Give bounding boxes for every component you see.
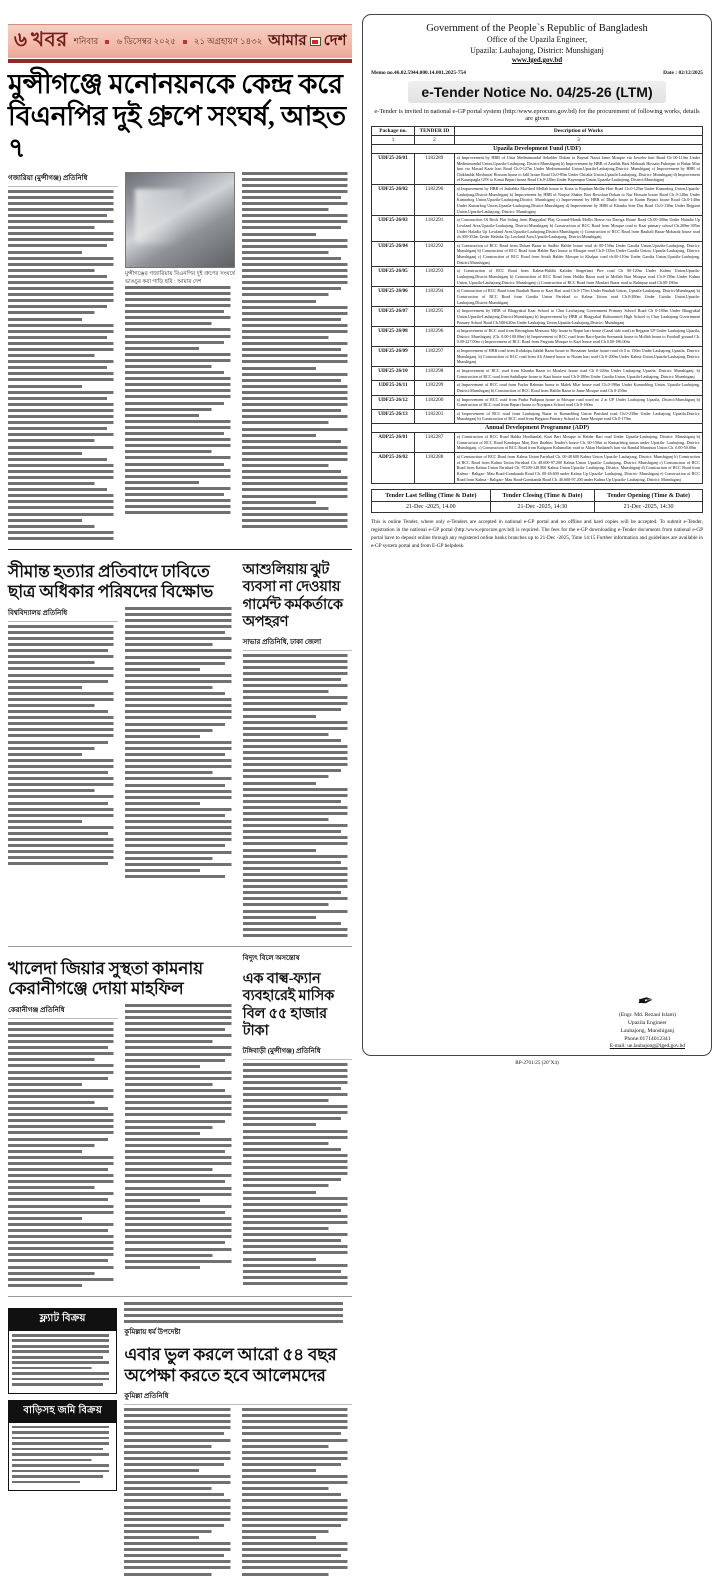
work-description: a) Improvement of RCC road from Purba Paikpara house to Mosque road word no 2 at UP Under Lauhajong Upazila, District:Munshiganj b) Construction of RCC road from Bepari house to Noyapara School road Ch 0-160m (454, 395, 702, 409)
signatory-location: Lauhajong, Munshiganj (620, 1027, 675, 1034)
package-no: UDF25-26/13 (372, 409, 415, 423)
dateline (68, 35, 268, 49)
masthead (8, 24, 352, 58)
section-title-udf: Upazila Development Fund (UDF) (372, 144, 703, 153)
story6-kicker: কুমিল্লায় ধর্ম উপদেষ্টা (124, 1328, 181, 1337)
lged-website-link[interactable]: www.lged.gov.bd (511, 55, 563, 64)
tender-id: 1182297 (415, 347, 455, 367)
tender-id: 1182291 (415, 216, 455, 242)
story4-block (8, 952, 236, 1290)
secondary-stories-row (8, 555, 352, 940)
schedule-header-opening: Tender Opening (Time & Date) (595, 490, 703, 502)
story2-column-1 (8, 607, 118, 881)
tender-id: 1182292 (415, 241, 455, 267)
package-no: UDF25-26/03 (372, 216, 415, 242)
gov-line-1: Government of the People`s Republic of Bangladesh (426, 23, 648, 34)
ad-land-sale-title: বাড়িসহ জমি বিক্রয় (9, 1401, 116, 1423)
ad-land-sale (8, 1400, 117, 1491)
story2-body-2 (125, 607, 235, 878)
story5-block (243, 952, 352, 1290)
lead-photo (125, 172, 235, 268)
divider-1 (8, 549, 352, 550)
flag-icon (310, 37, 321, 46)
tender-id: 1182288 (415, 453, 455, 484)
ad-land-sale-body (9, 1423, 116, 1490)
table-row (372, 241, 703, 267)
ad-flat-sale (8, 1308, 117, 1394)
story6-byline: কুমিল্লা প্রতিনিধি (124, 1390, 352, 1405)
tender-id: 1182295 (415, 307, 455, 327)
bottom-row (8, 1302, 352, 1579)
signatory-designation: Upazila Engineer (627, 1019, 667, 1026)
table-row (372, 409, 703, 423)
signatory-name: (Engr. Md. Rezaul Islam) (618, 1011, 676, 1018)
package-no: UDF25-26/09 (372, 347, 415, 367)
table-row (372, 216, 703, 242)
advertisement-section (358, 0, 720, 1080)
news-section (0, 0, 358, 1417)
story2-byline: বিশ্ববিদ্যালয় প্রতিনিধি (8, 607, 118, 622)
story6-block (124, 1302, 352, 1579)
story6-body-1 (124, 1408, 234, 1576)
story4-column-2 (125, 1004, 235, 1290)
table-row (372, 433, 703, 453)
story3-body (243, 654, 352, 937)
lead-photo-caption: মুন্সীগঞ্জের গজারিয়ায় বিএনপির দুই গ্রুপের সংঘর্ষে ভাঙচুর করা গাড়ি ছবি : আমার দেশ (125, 270, 235, 285)
story6-column-2 (242, 1408, 352, 1579)
tender-table-header-row (372, 126, 703, 135)
print-code: RP-2701/25 (20"X4) (515, 1060, 559, 1066)
story2-headline: সীমান্ত হত্যার প্রতিবাদে ঢাবিতে ছাত্র অধিকার পরিষদের বিক্ষোভ (8, 562, 214, 602)
table-row (372, 267, 703, 287)
table-row (372, 153, 703, 184)
work-description: a) Construction of RCC Road from Dokan Bazar to Sudhir Halder house road ch 00-150m Under Gaodia Union,Upazila-Lauhajong, District: Munshiganj b) Construction of RCC Road from Halder Bari house to Mosque road Ch.0-135m Under Gaodia Union, Upazila-Lauhajong, District: Munshiganj c) Construction of RCC Road from South Halder Mosque to Khalpar road ch.00-110m Under Gaodia Union,Upazila-Lauhajong, District:Munshiganj (454, 241, 702, 267)
gov-line-2: Office of the Upazila Engineer, (486, 35, 588, 45)
gov-line-3: Upazila: Lauhajong, District: Munshiganj (470, 45, 604, 55)
package-no: UDF25-26/07 (372, 307, 415, 327)
signature-inner (610, 990, 685, 1049)
ad-land-sale-text (12, 1426, 113, 1484)
package-no: UDF25-26/04 (372, 241, 415, 267)
story3-headline: আশুলিয়ায় ঝুট ব্যবসা না দেওয়ায় গার্মেন্ট কর্মকর্তাকে অপহরণ (242, 562, 343, 631)
tender-id: 1182290 (415, 185, 455, 216)
divider-3 (8, 1296, 352, 1297)
column-number-1: 1 (372, 135, 415, 144)
story6-body-2 (242, 1408, 352, 1576)
table-row (372, 453, 703, 484)
schedule-header-last-selling: Tender Last Selling (Time & Date) (372, 490, 491, 502)
work-description: a) Construction of RCC Road from Baultali Bazar to Kazi Bari road Ch.0-175m Under Baultali Union, Upazila-Lauhajong, District:Munshiganj b) Construction of RCC Road from Gaodia Union Parishad to Kalma Union road Ch.0-200m Under Gaodia Union,Upazila-Lauhajong,District:Munshiganj (454, 287, 702, 307)
work-description: a) Improvement by HBB of Bhagyakul Kazi School to Char Lawhajong Government Primary School Road Ch 0-180m Under Bhagyakul Union,Upazila-Lauhajong,District:Munshiganj b) Improvement by HBB of Bhagyakul Bohoromoli High School to Char Lauhajong Government Primary School Road Ch.500-620m Under Lauhajong Union,Upazila-Lauhajong,District: Munshiganj (454, 307, 702, 327)
tender-id: 1182201 (415, 409, 455, 423)
work-description: a) Improvement by HBB of Jashaldia Morshed Mollah house to Kona to Rajaban Mollar Hari Road Ch.0-125m Under Kumarbog Union,Upazila-Lauhajong,District:Munshiganj b) Improvement by HBB of Nurpur Shaher Bari Rowshan Dokan to Nur Hossain house Road Ch 0-120m Under Kumarbog Union,Upazila-Lauhajong,District: Munshiganj c) Improvement by HBB of Dhalir house to Karim Bepari house Road Ch.0-140m Under Kumarbog Union,Upazila-Lauhajong,District:Munshiganj d) Improvement by HBB of Khanka Sree Das Road Ch.0-130m Under Bejgaon Union,Upazila-Lauhajong, District: Munshiganj (454, 185, 702, 216)
tertiary-stories-row (8, 952, 352, 1290)
tender-id: 1182200 (415, 395, 455, 409)
tender-invitation-text: e-Tender is invited in national e-GP portal system (http:/www.eprocure.gov.bd) for the procurement of following works, details are given (374, 107, 700, 122)
dateline-day: শনিবার (73, 35, 99, 46)
story2-column-2 (125, 607, 235, 881)
divider-2 (8, 946, 352, 947)
package-no: UDF25-26/02 (372, 185, 415, 216)
section-header-adp (372, 424, 703, 433)
lead-body-3 (242, 172, 352, 528)
brand-logo (268, 29, 346, 54)
work-description: a) Improvement of RCC road from Lauhajong Bazar to Kumarbhog Union Parishad road Ch.0-230m Under Lauhajong Upazila,District: Munshiganj b) Construction of RCC road from Bejgaon Primary School to Jame Mosque road Ch.0-170m (454, 409, 702, 423)
tender-schedule-table (371, 489, 703, 513)
tender-note: This is online Tender, where only e-Tenders are accepted in national e-GP portal and no offline and hard copies will be accepted. To submit e-Tender, registration in the national e-GP portal (http:/www.eprocure.gov.bd) is required. The fees for the e-GP downloading e-Tender documents from national e-GP portal have to deposit online through any registered online banks branches up to 21-Dec -2025, Time 14:15 Further information and guidelines are available in e-GP system portal and from E-GP helpdesk. (371, 519, 703, 549)
story4-columns (8, 1004, 236, 1290)
dateline-separator-2 (183, 40, 187, 44)
table-row (372, 381, 703, 395)
story6-lead-in (124, 1302, 352, 1323)
dateline-gregorian: ৬ ডিসেম্বর ২০২৫ (116, 35, 176, 46)
ad-flat-sale-text (12, 1334, 113, 1386)
section-header-udf (372, 144, 703, 153)
schedule-closing-value: 21-Dec -2025, 14:30 (490, 502, 594, 513)
table-row (372, 347, 703, 367)
table-row (372, 327, 703, 347)
story4-column-1 (8, 1004, 118, 1290)
schedule-header-closing: Tender Closing (Time & Date) (490, 490, 594, 502)
brand-name-right: দেশ (323, 33, 347, 49)
memo-number: Memo no.46.02.5944.000.14.001.2025-754 (371, 69, 466, 76)
work-description: a) Improvement of RCC road from Betonghata Monsoor Miji house to Ropni hari house (Canal side road) at Bejgaon UP Under Lauhajong Upazila, District: Munshiganj. (Ch. 0.00-100.00m) b) Improvement of RCC road from Baro-Ipasha Sormanik house to Mollah house to Football ground Ch. 0.00-227.00m c) Improvement of RCC Road from Paigram Mosque to Kazi house road Ch 0.00-186.00m (454, 327, 702, 347)
tender-id: 1182294 (415, 287, 455, 307)
tender-id: 1182296 (415, 327, 455, 347)
story5-body (243, 1063, 352, 1285)
column-number-2: 2 (415, 135, 455, 144)
story5-kicker: বিদ্যুৎ বিলে অসন্তোষ (242, 953, 300, 962)
lead-story-columns (8, 172, 352, 543)
story4-byline: কেরানীগঞ্জ প্রতিনিধি (8, 1004, 118, 1019)
package-no: UDF25-26/10 (372, 367, 415, 381)
schedule-value-row (372, 502, 703, 513)
lead-body-1 (8, 190, 118, 540)
work-description: a) Improvement of RCC road from Fazlur Rahman house to Malek Miar house road Ch.0-190m Under Kumarbhog Union, Upazila-Lauhajong, District:Munshiganj b) Construction of RCC Road from Haldia Bazar to Jame Mosque road Ch 0-250m (454, 381, 702, 395)
lead-column-2 (125, 172, 235, 543)
column-number-3: 3 (454, 135, 702, 144)
lead-body-2 (125, 286, 235, 514)
table-row (372, 395, 703, 409)
work-description: a) Construction of RCC Road Haldia Hordhanlal, Kazi Bari Mosque to Halder Bari road Under Upazila-Lauhajong, District: Munshiganj b) Construction of RCC Road Kandapar Marj Bari Ibrahim Tender's house Ch. 60-150m at Kumarbhog union under Upazila- Lauhajong, District: Munshiganj. c) Construction of RCC Road from Kaitgaon Kalumollar road to Aklan Husband's hari via Ramlal Munshuri Union Ch. 0.00-50.00m (454, 433, 702, 453)
schedule-last-selling-value: 21-Dec -2025, 14.00 (372, 502, 491, 513)
package-no: UDF25-26/11 (372, 381, 415, 395)
ad-flat-sale-title: ফ্ল্যাট বিক্রয় (9, 1309, 116, 1331)
tender-notice-title: e-Tender Notice No. 04/25-26 (LTM) (408, 81, 667, 103)
story4-body-1 (8, 1022, 118, 1287)
section-title-adp: Annual Development Programme (ADP) (372, 424, 703, 433)
lead-column-1 (8, 172, 118, 543)
memo-date: Date : 02/12/2025 (663, 69, 703, 76)
story6-columns (124, 1408, 352, 1579)
header-description: Description of Works (454, 126, 702, 135)
story3-block (243, 555, 352, 940)
work-description: a) Improvement by HBB of Uttar Medinimondal Sekolder Dokan to Baynal Nazat Jame Mosque via Joweler hari Road Ch 00-110m Under Medinimondal Union,Upazila-Lauhajong, District:Munshiganj b) Improvement by HBB of Zaudda Hazi Mobarak Hossain Pukorpar to Bahar Miar hari via Masud Kazir hari Road Ch.0-127m Under Medinimondal Union,Upazila-Lauhajong,District: Munshiganj c) Improvement by HBB of Chikhadda Mosharraf Hossain house to Jalil house Road Ch.0-85m Under Chitalia Union,Upazila-Lauhajong, District: Munshiganj d) Improvement of Kaurupagla GPS to Kanai Bepari house Road Ch.0-230m Under Kayempur Union,Upazila-Lauhajong, District:Munshiganj (454, 153, 702, 184)
signature-block (371, 990, 703, 1049)
tender-id: 1182298 (415, 367, 455, 381)
story5-byline: টঙ্গিবাড়ী (মুন্সীগঞ্জ) প্রতিনিধি (243, 1045, 352, 1060)
work-description: a) Construction of RCC Road from Kalma-Haldia Kalidas Singerbari Pire road Ch 00-120m Under Kalma Union,Upazila-Lauhajong,District:Munshiganj b) Construction of RCC Road from Haldia Bazar road to Mollah Bari Mosque road Ch.0-150m Under Kalma Union, Upazila-Lauhajong,District: Munshiganj c) Construction of RCC Road from Moulavi Bazar road to Ruhitpur road Ch.00-180m (454, 267, 702, 287)
story2-columns (8, 607, 236, 881)
government-header (371, 22, 703, 65)
header-package-no: Package no. (372, 126, 415, 135)
classified-ads-column (8, 1302, 117, 1579)
package-no: ADP25-26/01 (372, 433, 415, 453)
package-no: UDF25-26/12 (372, 395, 415, 409)
tender-id: 1182287 (415, 433, 455, 453)
work-description: a) Improvement of HBB road from Kolakopa Jubdal Bazar house to Hossainer bordar house road ch 0 to 150m Under Lauhajong Upazila, District: Munshiganj. b) Construction of RCC road from Ali Ahmed house to Nizam bari road Ch 0-200m Under Kalma Union,Upazila-Lauhajong District: Munshiganj (454, 347, 702, 367)
story2-block (8, 555, 236, 940)
signatory-phone: Phone:01714012341 (624, 1035, 671, 1042)
work-description: a) Improvement of RCC road from Khanka Bazar to Moulavi house road Ch 0-220m Under Lauhajong Upazila, District: Munshiganj. b) Construction of RCC road from Sadullapur house to Kazi house road Ch 0-180m Under Gaodia Union, Upazila-Lauhajong, District: Munshiganj (454, 367, 702, 381)
header-tender-id: TENDER ID (415, 126, 455, 135)
lead-byline: গজারিয়া (মুন্সীগঞ্জ) প্রতিনিধি (8, 172, 118, 187)
tender-id: 1182293 (415, 267, 455, 287)
work-description: a) Construction of RCC Road from Kalma Union Parishad Ch. 00-48.600 Kalma Union Upazila- Lauhajong, District: Munshiganj b) Construction of RCC Road from Kalma Union Parishad Ch. 48.600-97.200 Kalma Union Upazila- Lauhajong, District: Munshiganj c) Construction of RCC Road from Kalma Union Parishad Ch. 97200-148.800 Kalma Union Upazila- Lauhajong, District: Munshiganj d) Construction of RCC Road from Kalma - Baligao- Mau Road-Gomkanda Road Ch. 00-46.600 under Kalma Up Upazila- Lauhajong, District- Munshiganj e) Construction of RCC Road from Kalma - Baligao- Mau Road-Gomkanda Road Ch. 46.600-97.200 under Kalma Up Upazila- Lauhajong, District: Munshiganj (454, 453, 702, 484)
story4-headline: খালেদা জিয়ার সুস্থতা কামনায় কেরানীগঞ্জে দোয়া মাহফিল (8, 958, 203, 999)
story6-column-1 (124, 1408, 234, 1579)
dateline-separator-1 (105, 40, 109, 44)
schedule-opening-value: 21-Dec -2025, 14:30 (595, 502, 703, 513)
tender-id: 1182289 (415, 153, 455, 184)
tender-table-column-numbers (372, 135, 703, 144)
package-no: UDF25-26/06 (372, 287, 415, 307)
tender-id: 1182299 (415, 381, 455, 395)
page-number: ৬ (14, 29, 28, 51)
story3-byline: সাভার প্রতিনিধি, ঢাকা জেলা (243, 636, 352, 651)
lead-column-3 (242, 172, 352, 543)
table-row (372, 367, 703, 381)
table-row (372, 307, 703, 327)
ad-flat-sale-body (9, 1331, 116, 1393)
story2-body-1 (8, 625, 118, 866)
package-no: UDF25-26/01 (372, 153, 415, 184)
story4-body-2 (125, 1004, 235, 1269)
tender-table-body (372, 144, 703, 483)
tender-notice-frame (362, 14, 712, 1056)
lead-headline: মুন্সীগঞ্জে মনোনয়নকে কেন্দ্র করে বিএনপির দুই গ্রুপে সংঘর্ষ, আহত ৭ (8, 69, 346, 163)
package-no: UDF25-26/08 (372, 327, 415, 347)
story5-headline: এক বাল্ব-ফ্যান ব্যবহারেই মাসিক বিল ৫৫ হাজার টাকা (242, 970, 335, 1040)
story6-headline: এবার ভুল করলে আরো ৫৪ বছর অপেক্ষা করতে হবে আলেমদের (124, 1345, 337, 1385)
section-title: খবর (31, 29, 68, 51)
work-description: a) Construction Of Brick Flat Soling from Bhagyakul Play Ground-Manik Mollis House via Daroga House Road Ch.00-300m Under Haladia Up Lowland Area,Upazila-Lauhajong, District:Munshiganj b) Construction of RCC Road from Mosque road to Kazi primary school Ch.200m-305m Under Haladia Up Lowland Area,Upazila-Lauhajong,District:Munshiganj c) Construction of RCC Road from Baultali Bazar-Mobarak house road ch.300-352m Under Haladia Up Lowland Area,Upazila-Lauhajong, District:Munshiganj (454, 216, 702, 242)
signatory-email[interactable]: E-mail: ue.lauhajong@lged.gov.bd (609, 1043, 685, 1049)
schedule-header-row (372, 490, 703, 502)
dateline-bangla: ২১ অগ্রহায়ণ ১৪৩২ (193, 35, 263, 46)
memo-row (371, 70, 703, 76)
brand-name-left: আমার (268, 33, 307, 49)
tender-table (371, 126, 703, 484)
table-row (372, 287, 703, 307)
package-no: UDF25-26/05 (372, 267, 415, 287)
table-row (372, 185, 703, 216)
handwritten-signature-icon: ✒ ‎ (634, 989, 661, 1013)
package-no: ADP25-26/02 (372, 453, 415, 484)
